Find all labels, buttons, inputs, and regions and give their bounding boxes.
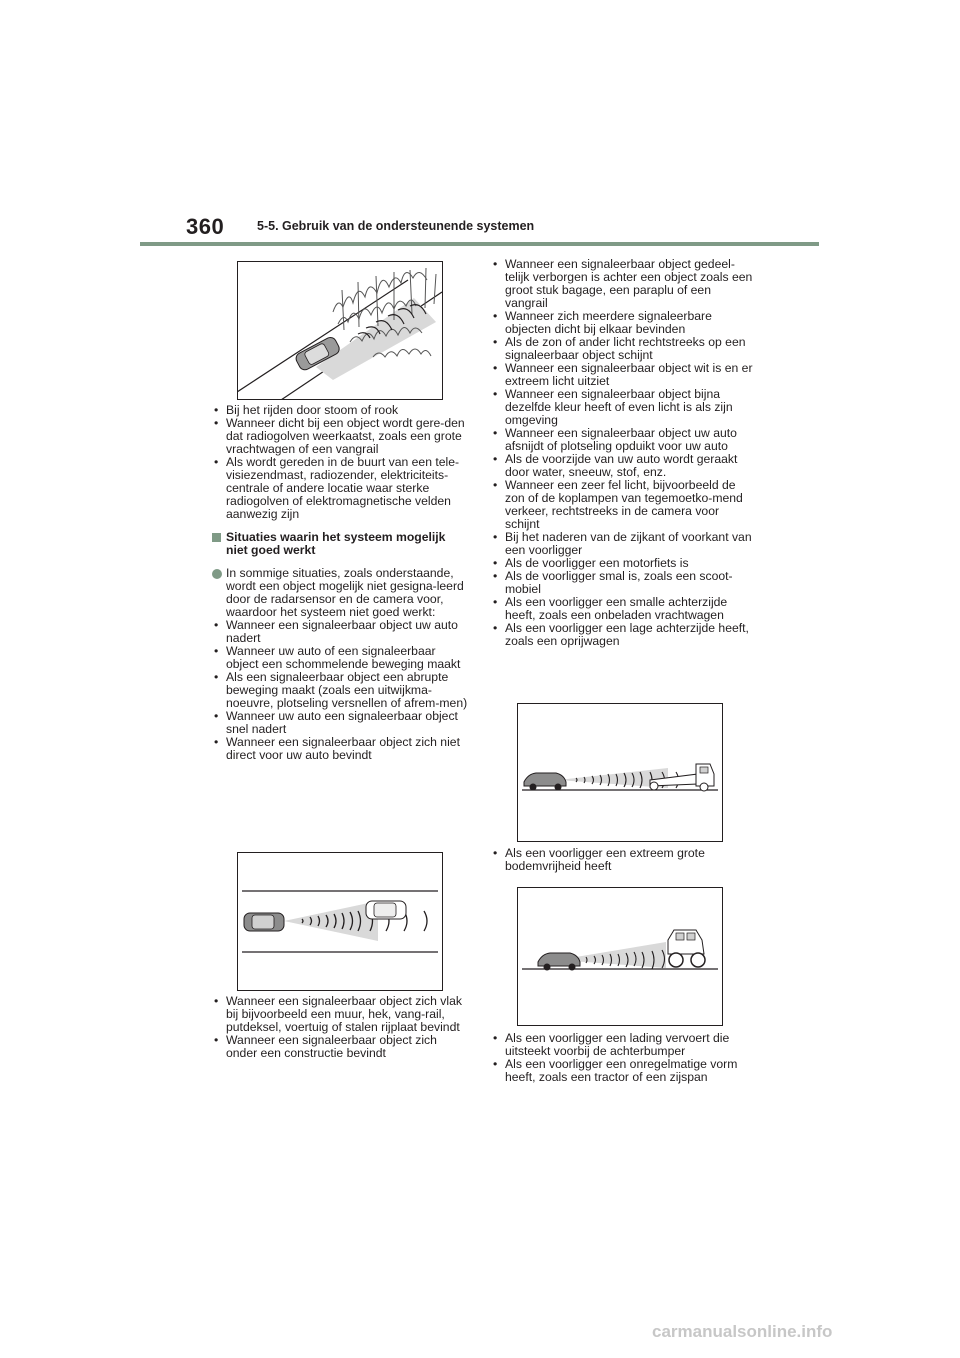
irregular-vehicle-list <box>491 1032 753 1084</box>
header-rule <box>140 242 819 246</box>
list-item: • Wanneer uw auto of een signaleerbaar object een schommelende beweging maakt <box>212 645 470 671</box>
right-column-text-middle <box>491 847 753 873</box>
list-item: • Als de zon of ander licht rechtstreeks op een signaleerbaar object schijnt <box>491 336 753 362</box>
situations-list-right <box>491 258 753 648</box>
subsection-heading: Situaties waarin het systeem mogelijk niet goed werkt <box>212 531 470 557</box>
list-item: • Als een voorligger een onregelmatige vorm heeft, zoals een tractor of een zijspan <box>491 1058 753 1084</box>
list-item: • Wanneer een signaleerbaar object zich niet direct voor uw auto bevindt <box>212 736 470 762</box>
list-item: • Als een voorligger een smalle achterzijde heeft, zoals een onbeladen vrachtwagen <box>491 596 753 622</box>
situations-list-continued <box>212 995 470 1060</box>
list-item: • Wanneer een zeer fel licht, bijvoorbeeld de zon of de koplampen van tegemoetko-mend verkeer, rechtstreeks in de camera voor schijnt <box>491 479 753 531</box>
list-item: • Wanneer uw auto een signaleerbaar object snel nadert <box>212 710 470 736</box>
list-item: • Als de voorzijde van uw auto wordt geraakt door water, sneeuw, stof, enz. <box>491 453 753 479</box>
list-item: • Wanneer zich meerdere signaleerbare objecten dicht bij elkaar bevinden <box>491 310 753 336</box>
list-item: • Als een voorligger een lage achterzijde heeft, zoals een oprijwagen <box>491 622 753 648</box>
list-item: • Wanneer een signaleerbaar object gedeel-telijk verborgen is achter een object zoals een groot stuk bagage, een paraplu of een vangrail <box>491 258 753 310</box>
list-item: • Wanneer dicht bij een object wordt gere-den dat radiogolven weerkaatst, zoals een grote vrachtwagen of een vangrail <box>212 417 470 456</box>
conditions-list <box>212 404 470 521</box>
situations-list <box>212 619 470 762</box>
list-item: • Als wordt gereden in de buurt van een tele-visiezendmast, radiozender, elektriciteits-centrale of andere locatie waar sterke radiogolven of elektromagnetische velden aanwezig zijn <box>212 456 470 521</box>
list-item: • Wanneer een signaleerbaar object zich onder een constructie bevindt <box>212 1034 470 1060</box>
list-item: • Wanneer een signaleerbaar object bijna dezelfde kleur heeft of even licht is als zijn omgeving <box>491 388 753 427</box>
list-item: • Wanneer een signaleerbaar object uw auto afsnijdt of plotseling opduikt voor uw auto <box>491 427 753 453</box>
list-item: • Wanneer een signaleerbaar object wit is en er extreem licht uitziet <box>491 362 753 388</box>
list-item: • Als de voorligger smal is, zoals een scoot-mobiel <box>491 570 753 596</box>
tow-truck-illustration <box>517 703 723 842</box>
list-item: • Als een signaleerbaar object een abrupte beweging maakt (zoals een uitwijkma-noeuvre, plotseling versnellen of afrem-men) <box>212 671 470 710</box>
smoke-illustration <box>237 261 443 400</box>
list-item: • Als de voorligger een motorfiets is <box>491 557 753 570</box>
list-item: • Bij het naderen van de zijkant of voorkant van een voorligger <box>491 531 753 557</box>
ground-clearance-list <box>491 847 753 873</box>
watermark: carmanualsonline.info <box>652 1322 833 1341</box>
high-clearance-vehicle-illustration <box>517 887 723 1026</box>
offset-vehicle-illustration <box>237 852 443 991</box>
list-item: • Wanneer een signaleerbaar object uw auto nadert <box>212 619 470 645</box>
page-number: 360 <box>186 214 225 239</box>
section-title: 5-5. Gebruik van de ondersteunende systemen <box>257 219 535 233</box>
right-column-text <box>491 258 753 648</box>
right-column-text-lower <box>491 1032 753 1084</box>
list-item: • Wanneer een signaleerbaar object zich vlak bij bijvoorbeeld een muur, hek, vang-rail, putdeksel, voertuig of stalen rijplaat bevindt <box>212 995 470 1034</box>
list-item: • Bij het rijden door stoom of rook <box>212 404 470 417</box>
list-item: • Als een voorligger een extreem grote bodemvrijheid heeft <box>491 847 753 873</box>
intro-paragraph: In sommige situaties, zoals onderstaande, wordt een object mogelijk niet gesigna-leerd door de radarsensor en de camera voor, waardoor het systeem niet goed werkt: <box>212 567 470 619</box>
list-item: • Als een voorligger een lading vervoert die uitsteekt voorbij de achterbumper <box>491 1032 753 1058</box>
left-column-text <box>212 404 470 762</box>
left-column-text-lower <box>212 995 470 1060</box>
